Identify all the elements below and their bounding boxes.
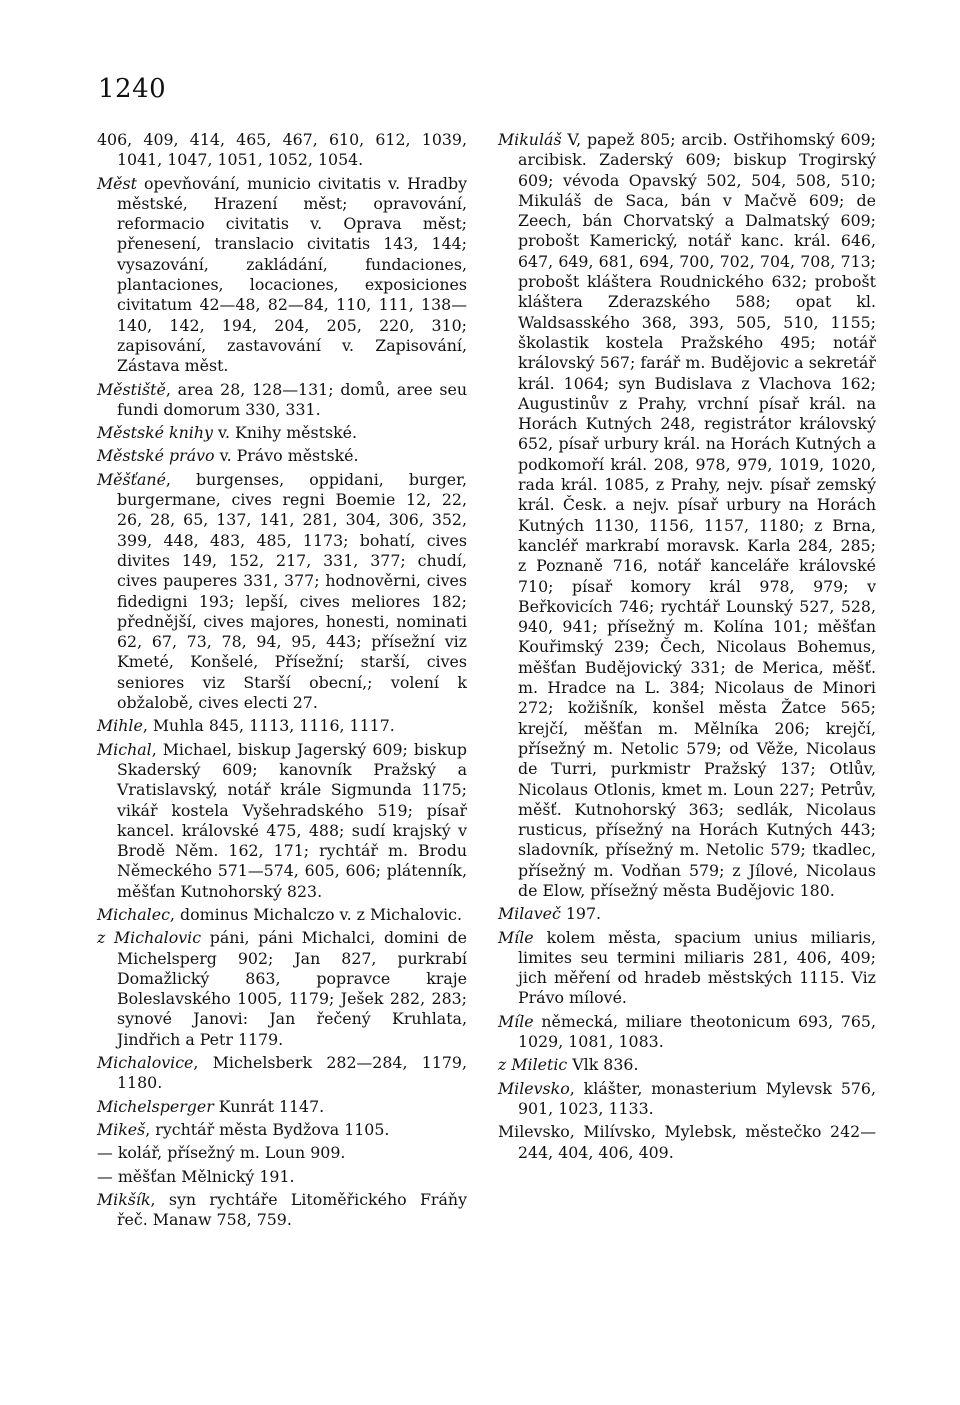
index-entry	[498, 904, 876, 924]
index-entry	[498, 1055, 876, 1075]
entry-text: , syn rychtáře Litoměřického Fráňy řeč. Manaw 758, 759.	[117, 1189, 467, 1230]
index-entry	[97, 905, 467, 925]
entry-text: , Muhla 845, 1113, 1116, 1117.	[142, 716, 395, 736]
entry-text: německá, miliare theotonicum 693, 765, 1029, 1081, 1083.	[518, 1011, 876, 1052]
entry-text: , area 28, 128—131; domů, aree seu fundi domorum 330, 331.	[117, 379, 467, 419]
index-entry	[498, 130, 876, 901]
entry-text: , Michelsberk 282—284, 1179, 1180.	[117, 1053, 467, 1093]
entry-term: Mikeš	[97, 1119, 146, 1139]
entry-term: Michalec	[97, 904, 170, 924]
entry-term: Měst	[97, 173, 137, 193]
left-column	[97, 130, 467, 1233]
entry-term: Míle	[498, 1011, 534, 1031]
index-entry	[97, 716, 467, 736]
right-column	[498, 130, 876, 1166]
entry-text: kolem města, spacium unius miliaris, limites seu termini miliaris 281, 406, 409; jich měření od hradeb městských 1115. Viz Právo mílové.	[518, 927, 876, 1008]
index-entry	[97, 1053, 467, 1094]
entry-text: Milevsko, Milívsko, Mylebsk, městečko 242—244, 404, 406, 409.	[498, 1122, 876, 1162]
entry-term: Michalovice	[97, 1053, 194, 1073]
entry-text: , klášter, monasterium Mylevsk 576, 901, 1023, 1133.	[518, 1078, 876, 1118]
page-number: 1240	[98, 74, 167, 104]
entry-term: Michelsperger	[97, 1096, 214, 1116]
entry-text: Kunrát 1147.	[213, 1096, 325, 1116]
entry-term: Měšťané	[97, 469, 166, 489]
entry-term: Městské právo	[97, 446, 215, 466]
entry-text: — měšťan Mělnický 191.	[97, 1166, 295, 1186]
entry-text: v. Knihy městské.	[212, 423, 358, 443]
entry-text: Vlk 836.	[567, 1055, 639, 1075]
entry-term: Městiště	[97, 379, 166, 399]
entry-term: Mihle	[97, 716, 143, 736]
entry-text: , rychtář města Bydžova 1105.	[145, 1119, 390, 1139]
entry-term: Milaveč	[498, 904, 561, 924]
entry-term: Mikuláš	[498, 130, 562, 149]
entry-term: Milevsko	[498, 1078, 570, 1098]
index-entry	[97, 470, 467, 714]
index-entry	[97, 1167, 467, 1187]
index-entry	[498, 1012, 876, 1053]
entry-text: v. Právo městské.	[214, 446, 359, 466]
index-entry	[498, 1122, 876, 1163]
index-entry	[97, 928, 467, 1050]
index-entry	[97, 1120, 467, 1140]
index-entry	[97, 174, 467, 377]
entry-term: Městské knihy	[97, 423, 213, 443]
entry-text: 406, 409, 414, 465, 467, 610, 612, 1039, 1041, 1047, 1051, 1052, 1054.	[97, 130, 467, 170]
entry-text: , dominus Michalczo v. z Michalovic.	[169, 904, 463, 924]
index-entry	[97, 1097, 467, 1117]
entry-text: opevňování, municio civitatis v. Hradby městské, Hrazení měst; opravování, reformacio civitatis v. Oprava měst; přenesení, translacio civitatis 143, 144; vysazování, zakládání, fundaciones, plantaciones, locaciones, exposiciones civitatum 42—48, 82—84, 110, 111, 138—140, 142, 194, 204, 205, 220, 310; zapisování, zastavování v. Zapisování, Zástava měst.	[117, 173, 467, 376]
entry-term: Mikšík	[97, 1189, 151, 1209]
index-entry	[97, 1143, 467, 1163]
entry-term: Míle	[498, 927, 534, 947]
index-entry	[498, 928, 876, 1009]
entry-text: — kolář, přísežný m. Loun 909.	[97, 1143, 346, 1163]
entry-text: páni, páni Michalci, domini de Michelsperg 902; Jan 827, purkrabí Domažlický 863, popravce kraje Boleslavského 1005, 1179; Ješek 282, 283; synové Janovi: Jan řečený Kruhlata, Jindřich a Petr 1179.	[117, 928, 467, 1049]
index-entry	[97, 740, 467, 902]
index-entry	[97, 1190, 467, 1231]
index-entry	[498, 1079, 876, 1120]
entry-term: z Miletic	[498, 1055, 568, 1075]
entry-term: z Michalovic	[97, 928, 202, 948]
entry-text: , Michael, biskup Jagerský 609; biskup Skaderský 609; kanovník Pražský a Vratislavský, notář krále Sigmunda 1175; vikář kostela Vyšehradského 519; písař kancel. královské 475, 488; sudí krajský v Brodě Něm. 162, 171; rychtář m. Brodu Německého 571—574, 605, 606; plátenník, měšťan Kutnohorský 823.	[117, 739, 467, 901]
index-entry	[97, 130, 467, 171]
entry-text: 197.	[560, 904, 602, 924]
index-entry	[97, 423, 467, 443]
entry-term: Michal	[97, 739, 152, 759]
index-entry	[97, 380, 467, 421]
entry-text: V, papež 805; arcib. Ostřihomský 609; arcibisk. Zaderský 609; biskup Trogirský 609; vévoda Opavský 502, 504, 508, 510; Mikuláš de Saca, bán v Mačvě 609; de Zeech, bán Chorvatský a Dalmatský 609; probošt Kamerický, notář kanc. král. 646, 647, 649, 681, 694, 700, 702, 704, 708, 713; probošt kláštera Roudnického 632; probošt kláštera Zderazského 588; opat kl. Waldsasského 368, 393, 505, 510, 1155; školastik kostela Pražského 495; notář královský 567; farář m. Budějovic a sekretář král. 1064; syn Budislava z Vlachova 162; Augustinův z Prahy, vrchní písař král. na Horách Kutných 248, registrátor královský 652, písař urbury král. na Horách Kutných a podkomoří král. 208, 978, 979, 1019, 1020, rada král. 1085, z Prahy, nejv. písař zemský král. Česk. a nejv. písař urbury na Horách Kutných 1130, 1156, 1157, 1180; z Brna, kancléř markrabí moravsk. Karla 284, 285; z Poznaně 716, notář kanceláře královské 710; písař komory král 978, 979; v Beřkovicích 746; rychtář Lounský 527, 528, 940, 941; přísežný m. Kolína 101; měšťan Kouřimský 239; Čech, Nicolaus Bohemus, měšťan Budějovický 331; de Merica, měšť. m. Hradce na L. 384; Nicolaus de Minori 272; kožišník, konšel města Žatce 565; krejčí, měšťan m. Mělníka 206; krejčí, přísežný m. Netolic 579; od Věže, Nicolaus de Turri, purkmistr Pražský 137; Otlův, Nicolaus Otlonis, kmet m. Loun 227; Petrův, měšť. Kutnohorský 363; sedlák, Nicolaus rusticus, přísežný na Horách Kutných 443; sladovník, přísežný m. Netolic 579; tkadlec, přísežný m. Vodňan 579; z Jílové, Nicolaus de Elow, přísežný města Budějovic 180.	[518, 130, 876, 900]
entry-text: , burgenses, oppidani, burger, burgermane, cives regni Boemie 12, 22, 26, 28, 65, 137, 141, 281, 304, 306, 352, 399, 448, 483, 485, 1173; bohatí, cives divites 149, 152, 217, 331, 377; chudí, cives pauperes 331, 377; hodnověrni, cives fidedigni 193; lepší, cives meliores 182; přednější, cives majores, honesti, nominati 62, 67, 73, 78, 94, 95, 443; přísežní viz Kmeté, Konšelé, Přísežní; starší, cives seniores viz Starší obecní,; volení k obžalobě, cives electi 27.	[117, 469, 467, 713]
index-entry	[97, 446, 467, 466]
